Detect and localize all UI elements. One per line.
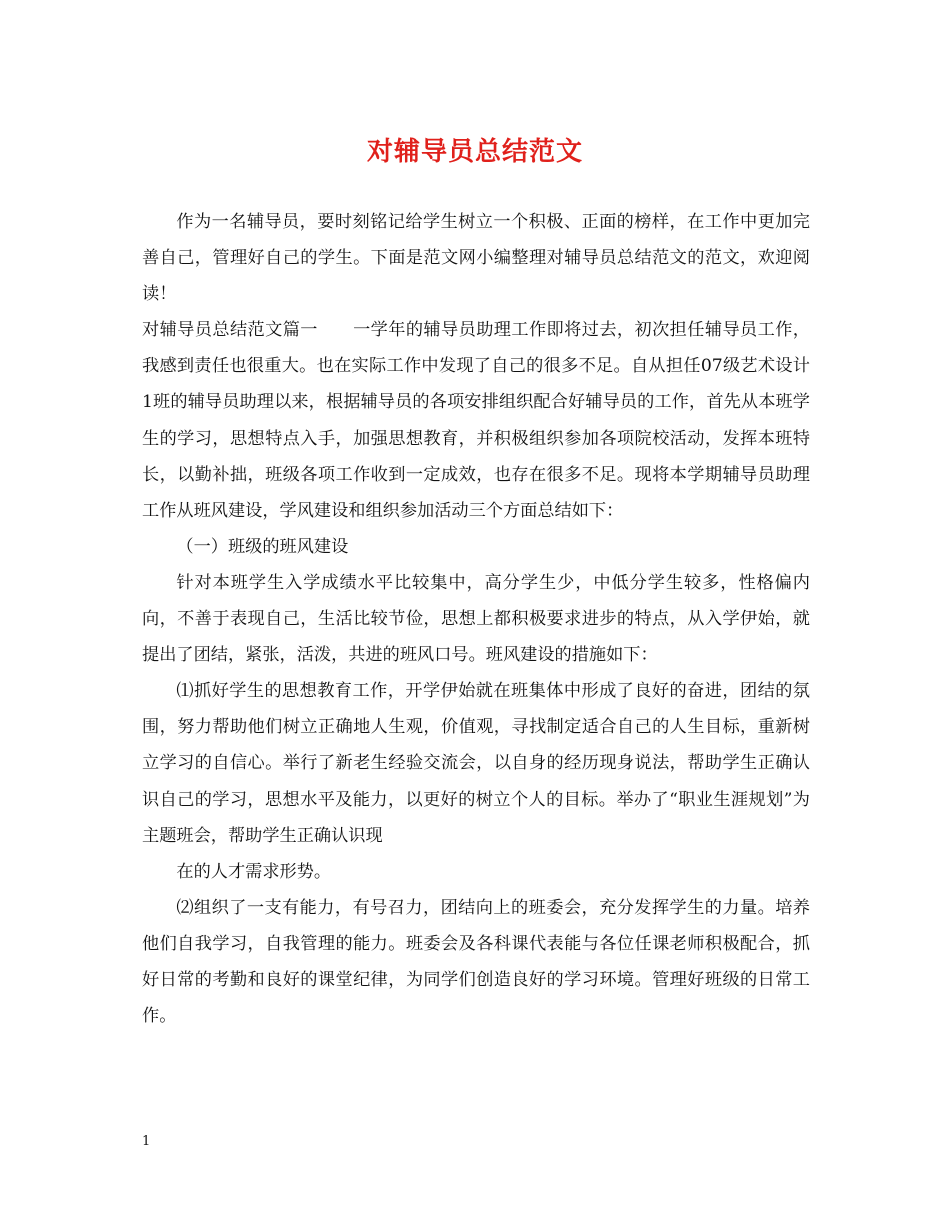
paragraph-measure-2: ⑵组织了一支有能力，有号召力，团结向上的班委会，充分发挥学生的力量。培养他们自我学习，自我管理的能力。班委会及各科课代表能与各位任课老师积极配合，抓好日常的考勤和良好的课堂纪律，为同学们创造良好的学习环境。管理好班级的日常工作。 <box>142 897 810 1027</box>
page-number: 1 <box>142 1134 151 1149</box>
paragraph-class-style: 针对本班学生入学成绩水平比较集中，高分学生少，中低分学生较多，性格偏内向，不善于表现自己，生活比较节俭，思想上都积极要求进步的特点，从入学伊始，就提出了团结，紧张，活泼，共进的班风口号。班风建设的措施如下： <box>142 572 810 666</box>
section-heading-class-style: （一）班级的班风建设 <box>176 536 349 557</box>
paragraph-measure-1: ⑴抓好学生的思想教育工作，开学伊始就在班集体中形成了良好的奋进，团结的氛围，努力帮助他们树立正确地人生观，价值观，寻找制定适合自己的人生目标，重新树立学习的自信心。举行了新老生经验交流会，以自身的经历现身说法，帮助学生正确认识自己的学习，思想水平及能力，以更好的树立个人的目标。举办了“职业生涯规划”为主题班会，帮助学生正确认识现 <box>142 681 810 846</box>
paragraph-measure-1-continued: 在的人才需求形势。 <box>176 861 332 882</box>
document-body <box>142 204 810 1034</box>
paragraph-intro: 作为一名辅导员，要时刻铭记给学生树立一个积极、正面的榜样，在工作中更加完善自己，管理好自己的学生。下面是范文网小编整理对辅导员总结范文的范文，欢迎阅读！ <box>142 212 810 305</box>
document-title: 对辅导员总结范文 <box>366 137 583 167</box>
paragraph-part-one: 对辅导员总结范文篇一 一学年的辅导员助理工作即将过去，初次担任辅导员工作，我感到责任也很重大。也在实际工作中发现了自己的很多不足。自从担任07级艺术设计1班的辅导员助理以来，根据辅导员的各项安排组织配合好辅导员的工作，首先从本班学生的学习，思想特点入手，加强思想教育，并积极组织参加各项院校活动，发挥本班特长，以勤补拙，班级各项工作收到一定成效，也存在很多不足。现将本学期辅导员助理工作从班风建设，学风建设和组织参加活动三个方面总结如下： <box>142 320 810 521</box>
